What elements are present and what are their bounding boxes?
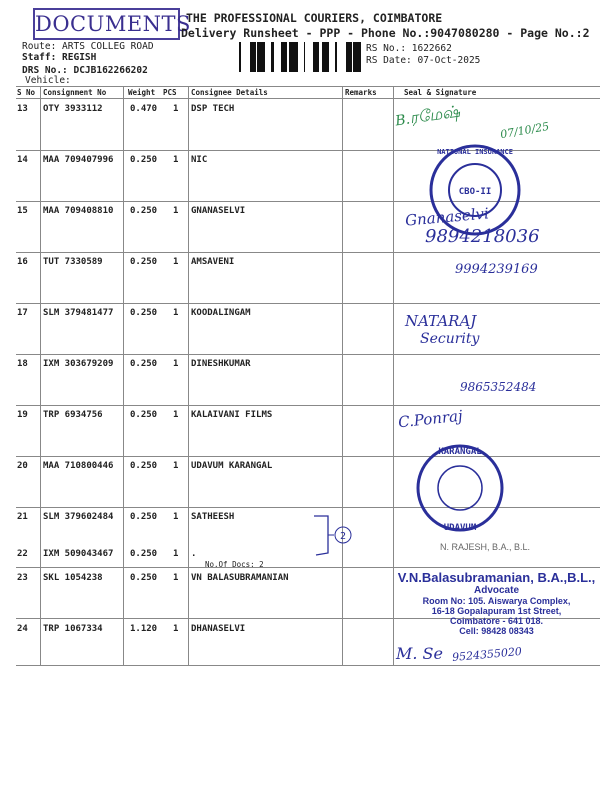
barcode-bar (325, 42, 328, 72)
barcode-bar (323, 42, 325, 72)
row-sno: 20 (17, 461, 28, 471)
handwritten-phone-18: 9865352484 (460, 380, 537, 394)
row-pcs: 1 (173, 206, 179, 216)
row-consignee: SATHEESH (191, 512, 235, 522)
row-divider (16, 567, 600, 568)
row-weight: 0.250 (130, 155, 158, 165)
row-sno: 13 (17, 104, 28, 114)
row-divider (16, 354, 600, 355)
row-note: No.Of Docs: 2 (205, 560, 264, 569)
documents-stamp: DOCUMENTS (33, 8, 180, 40)
handwritten-phone-15: 9894218036 (425, 226, 540, 247)
row-weight: 0.250 (130, 308, 158, 318)
barcode-bar (353, 42, 355, 72)
row-consignment: SLM 379602484 (43, 512, 114, 522)
barcode-bar (359, 42, 361, 72)
row-pcs: 1 (173, 624, 179, 634)
advocate-seal: V.N.Balasubramanian, B.A.,B.L., Advocate Room No: 105. Aiswarya Complex, 16-18 Gopalapuram 1st Street, Coimbatore - 641 018. Cell: 98428 08343 (397, 570, 596, 636)
row-consignee: GNANASELVI (191, 206, 246, 216)
barcode-bar (271, 42, 274, 72)
row-consignee: . (191, 549, 197, 559)
barcode-bar (289, 42, 292, 72)
handwritten-phone-24: 9524355020 (451, 644, 523, 665)
row-consignment: TRP 1067334 (43, 624, 103, 634)
row-consignment: MAA 709408810 (43, 206, 114, 216)
barcode-bar (349, 42, 352, 72)
runsheet-subtitle: Delivery Runsheet - PPP - Phone No.:9047080280 - Page No.:2 (181, 26, 590, 40)
faded-advocate-stamp: N. RAJESH, B.A., B.L. (440, 542, 531, 552)
handwritten-name-15: Gnanaselvi (404, 204, 490, 230)
row-consignment: MAA 710800446 (43, 461, 114, 471)
row-pcs: 1 (173, 573, 179, 583)
row-weight: 0.250 (130, 257, 158, 267)
row-pcs: 1 (173, 410, 179, 420)
barcode-bar (239, 42, 241, 72)
row-pcs: 1 (173, 155, 179, 165)
row-pcs: 1 (173, 104, 179, 114)
row-weight: 1.120 (130, 624, 158, 634)
row-sno: 24 (17, 624, 28, 634)
barcode-bar (347, 42, 349, 72)
row-weight: 0.250 (130, 206, 158, 216)
barcode-bar (251, 42, 253, 72)
row-sno: 18 (17, 359, 28, 369)
barcode-bar (317, 42, 319, 72)
row-pcs: 1 (173, 549, 179, 559)
col-sno: S No (17, 88, 36, 97)
row-consignment: SKL 1054238 (43, 573, 103, 583)
row-pcs: 1 (173, 359, 179, 369)
barcode-bar (322, 42, 323, 72)
row-consignment: OTY 3933112 (43, 104, 103, 114)
row-weight: 0.470 (130, 104, 158, 114)
route: Route: ARTS COLLEG ROAD (22, 41, 154, 52)
handwritten-name-19: C.Ponraj (397, 406, 464, 432)
barcode-bar (281, 42, 283, 72)
row-consignee: KOODALINGAM (191, 308, 251, 318)
rs-number: RS No.: 1622662 (366, 43, 452, 54)
row-consignment: MAA 709407996 (43, 155, 114, 165)
barcode-bar (292, 42, 293, 72)
row-consignment: TUT 7330589 (43, 257, 103, 267)
staff: Staff: REGISH (22, 52, 97, 63)
row-consignee: DHANASELVI (191, 624, 246, 634)
svg-text:2: 2 (339, 531, 347, 542)
handwritten-security: Security (420, 331, 480, 347)
svg-text:KARANGAL: KARANGAL (438, 447, 482, 457)
barcode-bar (328, 42, 329, 72)
udavum-karangal-seal (405, 440, 515, 535)
barcode-bar (257, 42, 259, 72)
row-sno: 16 (17, 257, 28, 267)
barcode-bar (286, 42, 287, 72)
col-seal: Seal & Signature (404, 88, 477, 97)
row-weight: 0.250 (130, 512, 158, 522)
barcode-bar (263, 42, 265, 72)
col-consignee: Consignee Details (191, 88, 268, 97)
handwritten-phone-16: 9994239169 (455, 262, 538, 277)
row-weight: 0.250 (130, 461, 158, 471)
row-consignment: IXM 509043467 (43, 549, 114, 559)
row-weight: 0.250 (130, 359, 158, 369)
col-pcs: PCS (163, 88, 177, 97)
row-consignee: VN BALASUBRAMANIAN (191, 573, 289, 583)
barcode-bar (295, 42, 298, 72)
barcode-bar (250, 42, 251, 72)
row-consignment: TRP 6934756 (43, 410, 103, 420)
row-consignee: DINESHKUMAR (191, 359, 251, 369)
row-weight: 0.250 (130, 549, 158, 559)
row-consignee: NIC (191, 155, 208, 165)
row-sno: 14 (17, 155, 28, 165)
row-divider (16, 252, 600, 253)
handwritten-signature-13: B.ரமேஷ் (394, 101, 462, 130)
barcode-bar (304, 42, 305, 72)
row-consignee: UDAVUM KARANGAL (191, 461, 273, 471)
row-sno: 17 (17, 308, 28, 318)
col-weight: Weight (128, 88, 156, 97)
rs-date: RS Date: 07-Oct-2025 (366, 55, 481, 66)
row-sno: 19 (17, 410, 28, 420)
row-weight: 0.250 (130, 573, 158, 583)
row-consignment: SLM 379481477 (43, 308, 114, 318)
row-sno: 21 (17, 512, 28, 522)
row-pcs: 1 (173, 257, 179, 267)
row-consignee: DSP TECH (191, 104, 235, 114)
barcode-bar (355, 42, 358, 72)
row-pcs: 1 (173, 308, 179, 318)
row-sno: 23 (17, 573, 28, 583)
handwritten-name-17: NATARAJ (405, 312, 477, 330)
row-divider (16, 405, 600, 406)
drs-number: DRS No.: DCJB162266202 (22, 65, 148, 76)
row-divider (16, 665, 600, 666)
barcode-bar (259, 42, 262, 72)
barcode-bar (293, 42, 295, 72)
row-divider (16, 303, 600, 304)
barcode-bar (262, 42, 263, 72)
barcode (235, 42, 363, 72)
bracket-annotation (312, 513, 357, 558)
barcode-bar (283, 42, 286, 72)
barcode-bar (346, 42, 347, 72)
svg-text:CBO-II: CBO-II (458, 187, 492, 197)
row-consignment: IXM 303679209 (43, 359, 114, 369)
barcode-bar (253, 42, 256, 72)
svg-text:UDAVUM: UDAVUM (443, 523, 477, 533)
handwritten-date: 07/10/25 (499, 119, 551, 142)
handwritten-signature-24: M. Se (396, 644, 443, 663)
vehicle: Vehicle: (25, 75, 71, 86)
row-sno: 15 (17, 206, 28, 216)
svg-text:NATIONAL INSURANCE: NATIONAL INSURANCE (437, 148, 513, 156)
row-consignee: AMSAVENI (191, 257, 235, 267)
barcode-bar (335, 42, 337, 72)
row-consignee: KALAIVANI FILMS (191, 410, 273, 420)
row-weight: 0.250 (130, 410, 158, 420)
barcode-bar (316, 42, 317, 72)
barcode-bar (313, 42, 316, 72)
col-remarks: Remarks (345, 88, 377, 97)
row-pcs: 1 (173, 461, 179, 471)
barcode-bar (358, 42, 359, 72)
row-pcs: 1 (173, 512, 179, 522)
col-consignment: Consignment No (43, 88, 107, 97)
row-sno: 22 (17, 549, 28, 559)
company-title: THE PROFESSIONAL COURIERS, COIMBATORE (186, 11, 443, 25)
